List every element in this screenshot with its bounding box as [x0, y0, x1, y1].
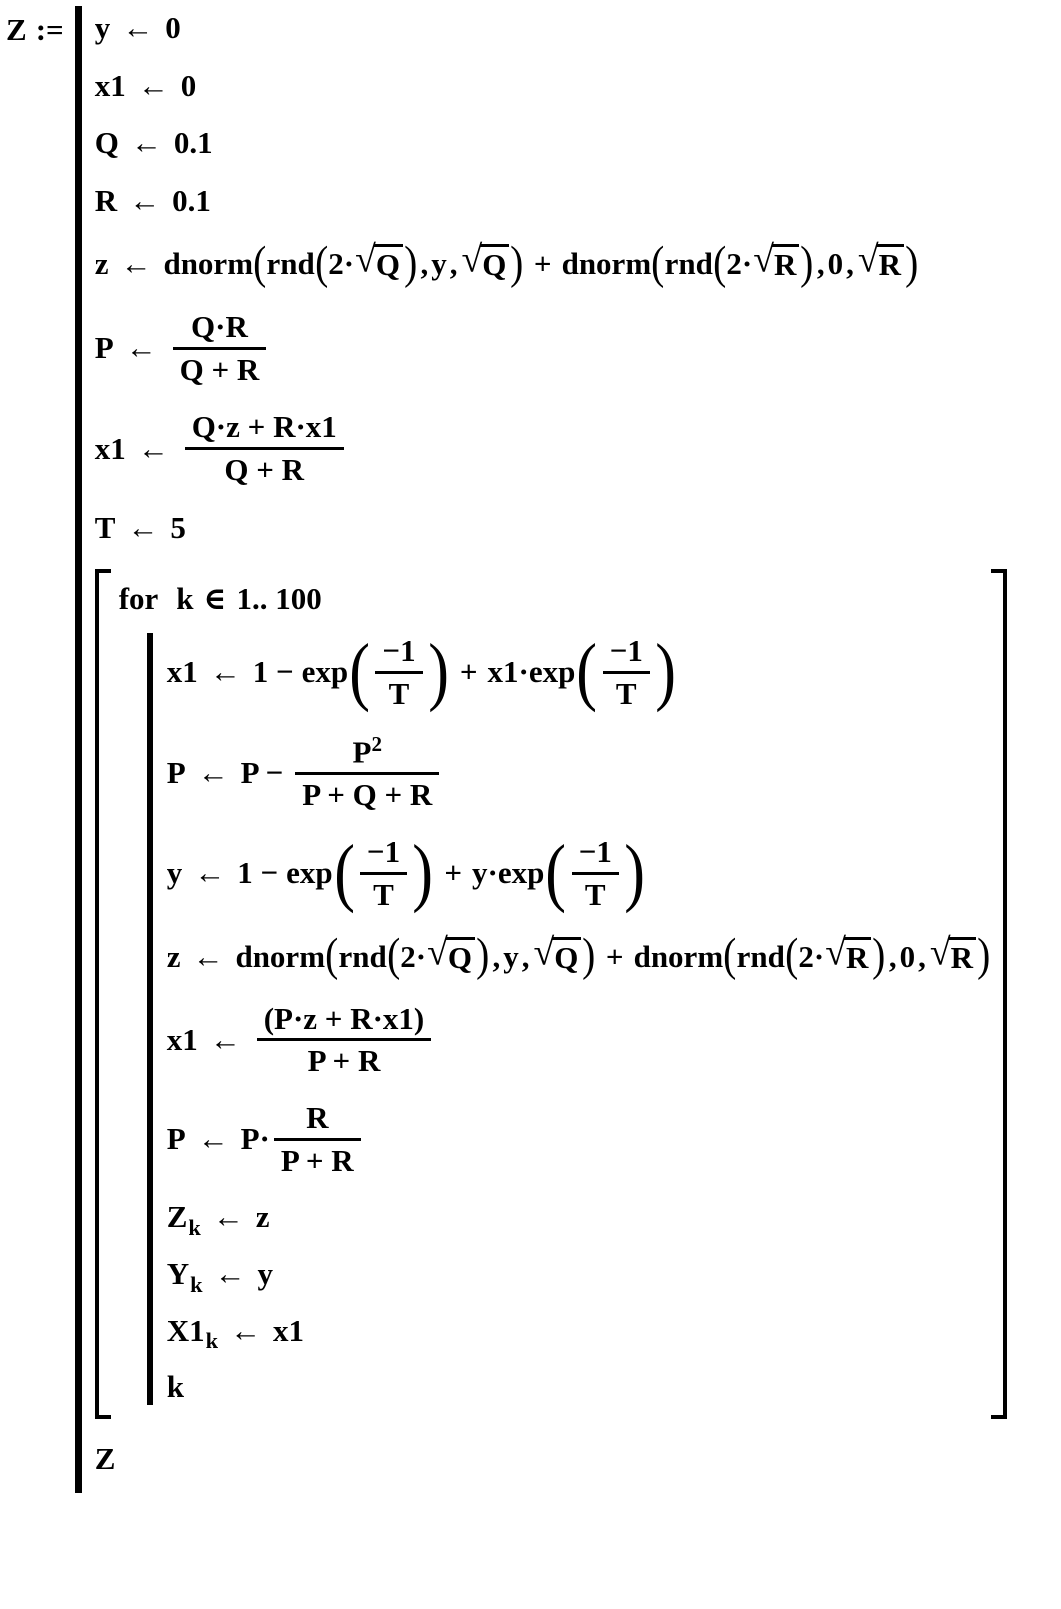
value: x1 — [273, 1312, 304, 1348]
function-name: exp — [301, 654, 349, 690]
assign-arrow-icon: ← — [209, 654, 241, 690]
left-paren: ( — [651, 237, 665, 289]
right-paren: ) — [427, 629, 449, 714]
coefficient: 2· — [328, 245, 355, 281]
expression-text: 1 − — [237, 855, 279, 891]
stmt-x1-store — [166, 1312, 304, 1354]
assign-arrow-icon: ← — [230, 1312, 261, 1348]
function-name: exp — [528, 654, 576, 690]
function-name: rnd — [338, 938, 387, 974]
plus-operator: + — [459, 654, 478, 690]
radical-icon: √ — [857, 238, 879, 281]
stmt-t-init — [95, 510, 186, 546]
stmt-x1-decay — [166, 629, 677, 714]
dnorm-term — [163, 237, 524, 289]
right-paren: ) — [977, 930, 991, 982]
numerator: −1 — [375, 633, 422, 674]
assign-arrow-icon: ← — [127, 509, 159, 545]
program-block — [75, 6, 1001, 1493]
left-paren: ( — [386, 930, 401, 982]
expression-text: 1 − — [252, 654, 294, 690]
assign-arrow-icon: ← — [192, 938, 224, 974]
denominator: T — [615, 675, 637, 711]
denominator: T — [584, 876, 606, 912]
right-paren: ) — [476, 930, 490, 982]
numerator: −1 — [360, 834, 407, 875]
plus-operator: + — [533, 245, 552, 281]
right-paren: ) — [404, 237, 418, 289]
value: 5 — [170, 509, 186, 545]
stmt-x1-init — [95, 68, 197, 104]
subscript: k — [190, 1271, 203, 1297]
stmt-x1-blend-loop — [167, 1001, 436, 1079]
radicand: Q — [374, 244, 403, 282]
for-keyword: for — [118, 581, 159, 617]
assign-arrow-icon: ← — [122, 10, 154, 45]
function-name: dnorm — [561, 245, 652, 281]
function-name: dnorm — [163, 245, 254, 281]
base: P — [352, 734, 372, 770]
radical-icon: √ — [355, 238, 376, 281]
numerator: −1 — [603, 633, 650, 674]
radicand: Q — [446, 937, 475, 975]
loop-result-value: k — [166, 1369, 184, 1405]
loop-body-block — [147, 629, 991, 1405]
comma: , — [521, 938, 530, 974]
square-root — [857, 238, 904, 282]
var: y — [166, 855, 183, 891]
program-result-value: Z — [94, 1440, 116, 1476]
left-paren: ( — [785, 930, 799, 982]
for-loop-block — [95, 569, 1001, 1419]
denominator: T — [373, 876, 394, 912]
denominator: T — [388, 675, 410, 711]
right-paren: ) — [800, 237, 814, 289]
stmt-x1-blend — [95, 409, 348, 487]
assign-arrow-icon: ← — [197, 1121, 229, 1157]
defined-variable: Z — [6, 12, 27, 47]
radicand: Q — [480, 244, 509, 282]
factor: x1· — [487, 654, 529, 690]
assign-arrow-icon: ← — [137, 67, 169, 103]
subscript: k — [205, 1328, 218, 1354]
function-name: rnd — [664, 245, 713, 281]
denominator: P + R — [280, 1142, 354, 1178]
comma: , — [449, 245, 458, 281]
comma: , — [492, 938, 501, 974]
coefficient: 2· — [726, 245, 753, 281]
left-paren: ( — [713, 237, 727, 289]
assign-arrow-icon: ← — [120, 245, 152, 281]
denominator: P + R — [307, 1043, 381, 1079]
square-root — [825, 931, 871, 975]
left-paren: ( — [325, 930, 339, 982]
for-loop-header — [119, 581, 322, 617]
numerator: Q·R — [173, 309, 267, 350]
var: x1 — [166, 1022, 198, 1058]
assign-arrow-icon: ← — [197, 754, 229, 790]
radical-icon: √ — [929, 931, 951, 974]
assign-arrow-icon: ← — [137, 430, 169, 466]
left-paren: ( — [333, 830, 355, 915]
var: T — [94, 509, 116, 545]
radical-icon: √ — [753, 238, 775, 281]
right-paren: ) — [872, 930, 886, 982]
denominator: P + Q + R — [302, 777, 433, 813]
stmt-z-store — [166, 1199, 270, 1241]
radical-icon: √ — [533, 931, 555, 974]
square-root — [753, 238, 799, 282]
left-paren: ( — [545, 830, 567, 915]
comma: , — [846, 245, 854, 281]
fraction — [274, 1100, 361, 1178]
square-root — [355, 238, 403, 282]
program-result-row — [95, 1441, 116, 1477]
assign-arrow-icon: ← — [212, 1199, 244, 1235]
dnorm-term — [633, 930, 991, 982]
assign-operator: := — [35, 12, 64, 47]
stmt-loop-result — [167, 1369, 184, 1405]
radicand: Q — [552, 937, 581, 975]
var: z — [94, 245, 109, 281]
stmt-y-decay — [166, 830, 646, 915]
radical-icon: √ — [427, 931, 448, 974]
var: x1 — [166, 654, 198, 690]
coefficient: 2· — [798, 938, 825, 974]
var: y — [94, 10, 111, 45]
fraction — [375, 633, 422, 711]
numerator: Q·z + R·x1 — [185, 409, 344, 450]
var: x1 — [94, 67, 126, 103]
radicand: R — [877, 244, 904, 282]
right-paren: ) — [510, 237, 524, 289]
loop-variable: k — [176, 581, 194, 617]
left-paren: ( — [314, 237, 329, 289]
stmt-y-store — [166, 1256, 273, 1297]
fraction — [360, 834, 407, 912]
numerator: −1 — [572, 834, 619, 875]
argument: 0 — [827, 245, 844, 281]
radical-icon: √ — [825, 931, 847, 974]
value: 0 — [165, 10, 181, 45]
loop-range: 1.. 100 — [236, 581, 322, 617]
array-var: X1 — [166, 1312, 205, 1348]
element-of-symbol: ∈ — [203, 581, 227, 617]
superscript: 2 — [371, 732, 383, 757]
coefficient: 2· — [400, 938, 427, 974]
fraction — [185, 409, 344, 487]
numerator: (P·z + R·x1) — [257, 1001, 432, 1042]
assign-arrow-icon: ← — [194, 855, 226, 891]
comma: , — [420, 245, 429, 281]
function-name: rnd — [736, 938, 785, 974]
left-paren: ( — [723, 930, 737, 982]
numerator: R — [274, 1100, 361, 1141]
definition-label — [6, 12, 64, 48]
square-root — [427, 931, 475, 975]
var: z — [166, 938, 181, 974]
comma: , — [918, 938, 926, 974]
fraction — [257, 1001, 432, 1079]
value: 0.1 — [172, 182, 211, 218]
function-name: rnd — [266, 245, 315, 281]
right-paren: ) — [624, 830, 645, 915]
denominator: Q + R — [224, 451, 305, 487]
fraction — [173, 309, 267, 387]
stmt-z-init — [94, 237, 919, 289]
var: P — [166, 1121, 186, 1157]
square-root — [461, 238, 510, 282]
assign-arrow-icon: ← — [129, 182, 161, 218]
radicand: R — [844, 937, 871, 975]
argument: y — [431, 245, 447, 281]
expression-text: P − — [240, 754, 284, 790]
value: 0.1 — [173, 125, 213, 161]
stmt-p-shrink — [167, 732, 444, 813]
radicand: R — [772, 244, 799, 282]
value: y — [257, 1256, 273, 1292]
square-root — [533, 931, 582, 975]
dnorm-term — [561, 237, 919, 289]
assign-arrow-icon: ← — [130, 125, 162, 161]
comma: , — [888, 938, 897, 974]
var: x1 — [94, 430, 126, 466]
var: P — [94, 330, 114, 366]
assign-arrow-icon: ← — [214, 1256, 246, 1292]
argument: y — [503, 938, 519, 974]
plus-operator: + — [444, 855, 463, 891]
denominator: Q + R — [179, 351, 260, 387]
fraction — [295, 732, 439, 813]
radicand: R — [949, 937, 976, 975]
stmt-z-update — [166, 930, 991, 982]
radical-icon: √ — [461, 238, 483, 281]
assign-arrow-icon: ← — [209, 1022, 241, 1058]
fraction — [603, 633, 650, 711]
plus-operator: + — [605, 938, 624, 974]
right-paren: ) — [412, 830, 434, 915]
left-paren: ( — [349, 629, 371, 714]
right-paren: ) — [655, 629, 676, 714]
array-var: Z — [166, 1199, 188, 1235]
var: R — [94, 182, 118, 218]
fraction — [572, 834, 619, 912]
left-bracket — [95, 569, 111, 1419]
var: Q — [94, 125, 119, 161]
for-loop-content — [111, 569, 991, 1419]
value: z — [255, 1199, 270, 1235]
stmt-p-gain — [167, 1100, 365, 1178]
factor: y· — [472, 855, 498, 891]
numerator — [295, 732, 439, 775]
right-paren: ) — [582, 930, 596, 982]
right-bracket — [991, 569, 1007, 1419]
right-paren: ) — [905, 237, 919, 289]
var: P — [166, 754, 186, 790]
left-paren: ( — [253, 237, 267, 289]
factor: P· — [240, 1121, 270, 1157]
stmt-r-init — [95, 183, 211, 219]
array-var: Y — [166, 1256, 190, 1292]
assign-arrow-icon: ← — [125, 330, 157, 366]
dnorm-term — [235, 930, 596, 982]
square-root — [929, 931, 976, 975]
argument: 0 — [899, 938, 916, 974]
function-name: dnorm — [235, 938, 326, 974]
value: 0 — [180, 67, 197, 103]
subscript: k — [188, 1215, 201, 1241]
stmt-y-init — [95, 10, 181, 46]
left-paren: ( — [576, 629, 598, 714]
function-name: exp — [497, 855, 545, 891]
function-name: exp — [286, 855, 333, 891]
comma: , — [816, 245, 825, 281]
stmt-q-init — [95, 125, 213, 161]
function-name: dnorm — [633, 938, 724, 974]
stmt-p-init — [95, 309, 271, 387]
